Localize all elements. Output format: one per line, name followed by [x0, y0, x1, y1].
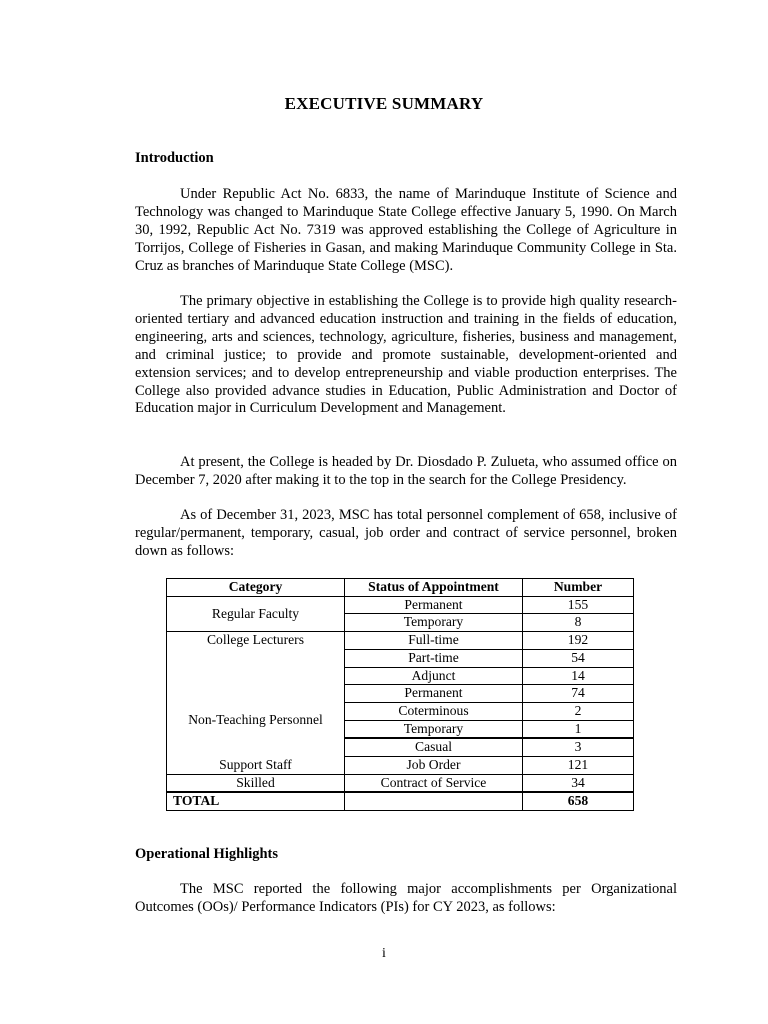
page-title: EXECUTIVE SUMMARY [284, 94, 484, 113]
paragraph-operational: The MSC reported the following major accomplishments per Organizational Outcomes (OOs)/ Performance Indicators (PIs) for CY 2023, as follows: [135, 881, 677, 915]
category-skilled: Skilled [167, 774, 345, 792]
operational-highlights-heading: Operational Highlights [135, 846, 279, 862]
paragraph-history: Under Republic Act No. 6833, the name of Marinduque Institute of Science and Technology was changed to Marinduque State College effective January 5, 1990. On March 30, 1992, Republic Act No. 7319 was approved establishing the College of Agriculture in Torrijos, College of Fisheries in Gasan, and making Marinduque Community College in Sta. Cruz as branches of Marinduque State College (MSC). [135, 186, 677, 274]
number-cell: 8 [523, 614, 634, 632]
table-header-row [167, 579, 634, 597]
number-cell: 74 [523, 685, 634, 703]
status-cell: Temporary [345, 720, 523, 738]
header-number: Number [523, 579, 634, 597]
introduction-heading: Introduction [135, 150, 214, 166]
number-cell: 2 [523, 702, 634, 720]
number-cell: 1 [523, 720, 634, 738]
table-row [167, 774, 634, 792]
table-row [167, 685, 634, 703]
paragraph-personnel: As of December 31, 2023, MSC has total personnel complement of 658, inclusive of regular/permanent, temporary, casual, job order and contract of service personnel, broken down as follows: [135, 507, 677, 559]
category-support-staff: Support Staff [167, 757, 345, 775]
status-cell: Temporary [345, 614, 523, 632]
number-cell: 14 [523, 667, 634, 685]
header-category: Category [167, 579, 345, 597]
table-row [167, 667, 634, 685]
number-cell: 121 [523, 757, 634, 775]
category-non-teaching: Non-Teaching Personnel [167, 685, 345, 757]
number-cell: 192 [523, 632, 634, 650]
total-number: 658 [523, 792, 634, 810]
category-empty [167, 667, 345, 685]
category-college-lecturers: College Lecturers [167, 632, 345, 667]
table-row [167, 632, 634, 650]
paragraph-president: At present, the College is headed by Dr. Diosdado P. Zulueta, who assumed office on December 7, 2020 after making it to the top in the search for the College Presidency. [135, 454, 677, 488]
total-label: TOTAL [167, 792, 345, 810]
number-cell: 54 [523, 649, 634, 667]
status-cell: Permanent [345, 685, 523, 703]
status-cell: Adjunct [345, 667, 523, 685]
table-row [167, 596, 634, 614]
table-row [167, 757, 634, 775]
personnel-table [166, 578, 634, 811]
status-cell: Contract of Service [345, 774, 523, 792]
number-cell: 155 [523, 596, 634, 614]
page-number: i [382, 946, 386, 961]
paragraph-objective: The primary objective in establishing the College is to provide high quality research-oriented tertiary and advanced education instruction and training in the fields of education, engineering, arts and sciences, technology, agriculture, fisheries, business and management, and criminal justice; to provide and promote sustainable, development-oriented and extension services; and to develop entrepreneurship and viable production enterprises. The College also provided advance studies in Education, Public Administration and Doctor of Education major in Curriculum Development and Management. [135, 293, 677, 417]
number-cell: 3 [523, 738, 634, 756]
table-total-row [167, 792, 634, 810]
number-cell: 34 [523, 774, 634, 792]
status-cell: Coterminous [345, 702, 523, 720]
status-cell: Part-time [345, 649, 523, 667]
header-status: Status of Appointment [345, 579, 523, 597]
category-regular-faculty: Regular Faculty [167, 596, 345, 631]
status-cell: Permanent [345, 596, 523, 614]
status-cell: Casual [345, 738, 523, 756]
total-status-empty [345, 792, 523, 810]
status-cell: Full-time [345, 632, 523, 650]
status-cell: Job Order [345, 757, 523, 775]
